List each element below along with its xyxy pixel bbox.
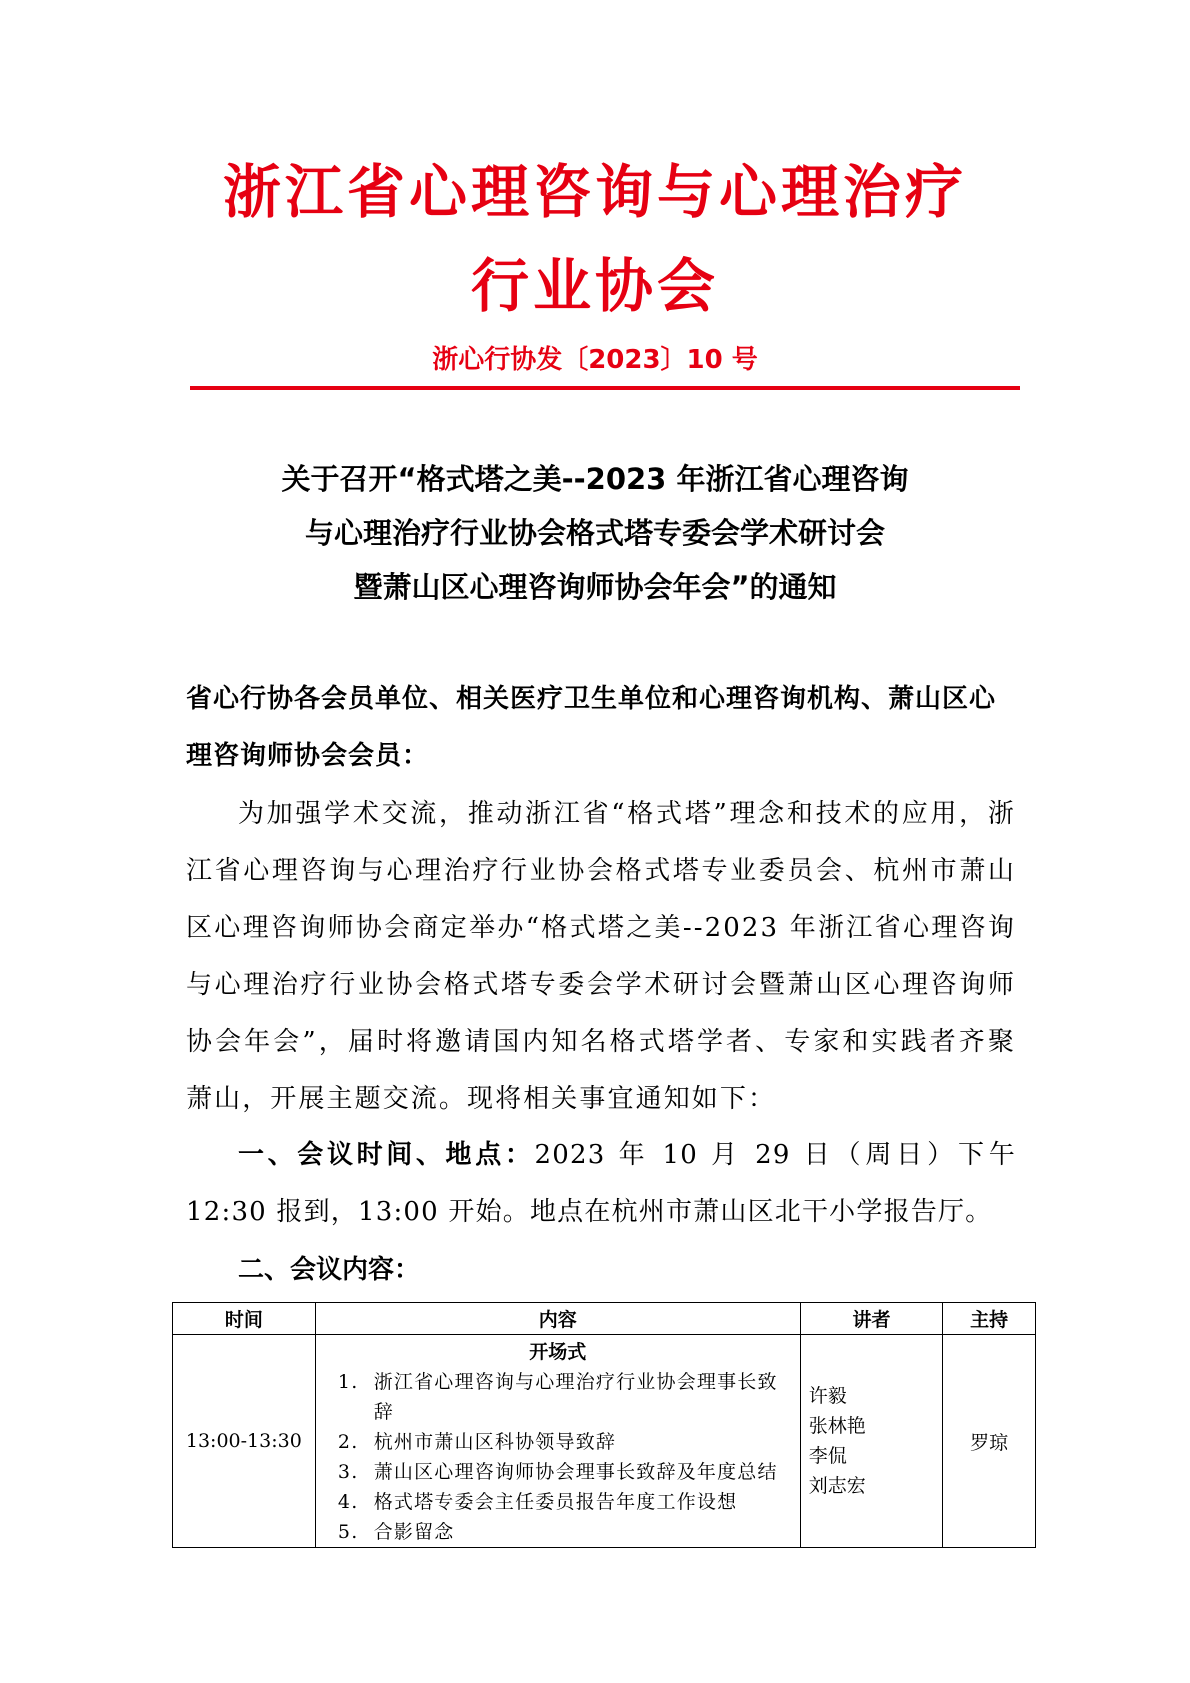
list-item: 5. 合影留念 [366,1517,792,1547]
notice-title-line2: 与心理治疗行业协会格式塔专委会学术研讨会 [304,516,885,550]
list-item: 3. 萧山区心理咨询师协会理事长致辞及年度总结 [366,1457,792,1487]
row-speakers [800,1335,942,1548]
red-divider [190,386,1020,390]
speaker-name: 刘志宏 [808,1475,866,1497]
document-number: 浙心行协发〔2023〕10 号 [432,345,758,375]
section2-heading: 二、会议内容： [238,1255,421,1285]
list-item: 4. 格式塔专委会主任委员报告年度工作设想 [366,1487,792,1517]
table-row [173,1335,1036,1548]
list-item: 1. 浙江省心理咨询与心理治疗行业协会理事长致辞 [366,1367,792,1427]
section-time-place [186,1127,1016,1241]
section-content [186,1242,1016,1299]
row-content-title: 开场式 [529,1341,587,1363]
speaker-name: 许毅 [808,1385,847,1407]
row-content [315,1335,800,1548]
addressee: 省心行协各会员单位、相关医疗卫生单位和心理咨询机构、萧山区心理咨询师协会会员： [186,684,997,771]
header-time: 时间 [173,1303,316,1335]
speaker-name: 张林艳 [808,1415,866,1437]
row-time: 13:00-13:30 [173,1335,316,1548]
org-title-line1: 浙江省心理咨询与心理治疗 [222,158,967,226]
notice-title-line3: 暨萧山区心理咨询师协会年会”的通知 [353,570,837,604]
list-item: 2. 杭州市萧山区科协领导致辞 [366,1427,792,1457]
row-host: 罗琼 [943,1335,1036,1548]
notice-title-line1: 关于召开“格式塔之美--2023 年浙江省心理咨询 [281,462,909,496]
section1-heading: 一、会议时间、地点： [238,1140,535,1170]
agenda-header-row [173,1303,1036,1335]
section1-text: 2023 年 10 月 29 日（周日）下午 12:30 报到，13:00 开始。地点在杭州市萧山区北干小学报告厅。 [186,1140,1016,1227]
agenda-item-list [324,1367,792,1547]
header-content: 内容 [315,1303,800,1335]
header-host: 主持 [943,1303,1036,1335]
agenda-table [172,1302,1036,1548]
org-title-line2: 行业协会 [470,252,719,320]
header-speaker: 讲者 [800,1303,942,1335]
intro-paragraph: 为加强学术交流，推动浙江省“格式塔”理念和技术的应用，浙江省心理咨询与心理治疗行业协会格式塔专业委员会、杭州市萧山区心理咨询师协会商定举办“格式塔之美--2023 年浙江省心理咨询与心理治疗行业协会格式塔专委会学术研讨会暨萧山区心理咨询师协会年会”，届时将邀请国内知名格式塔学者、专家和实践者齐聚萧山，开展主题交流。现将相关事宜通知如下： [186,799,1016,1114]
speaker-name: 李侃 [808,1445,847,1467]
